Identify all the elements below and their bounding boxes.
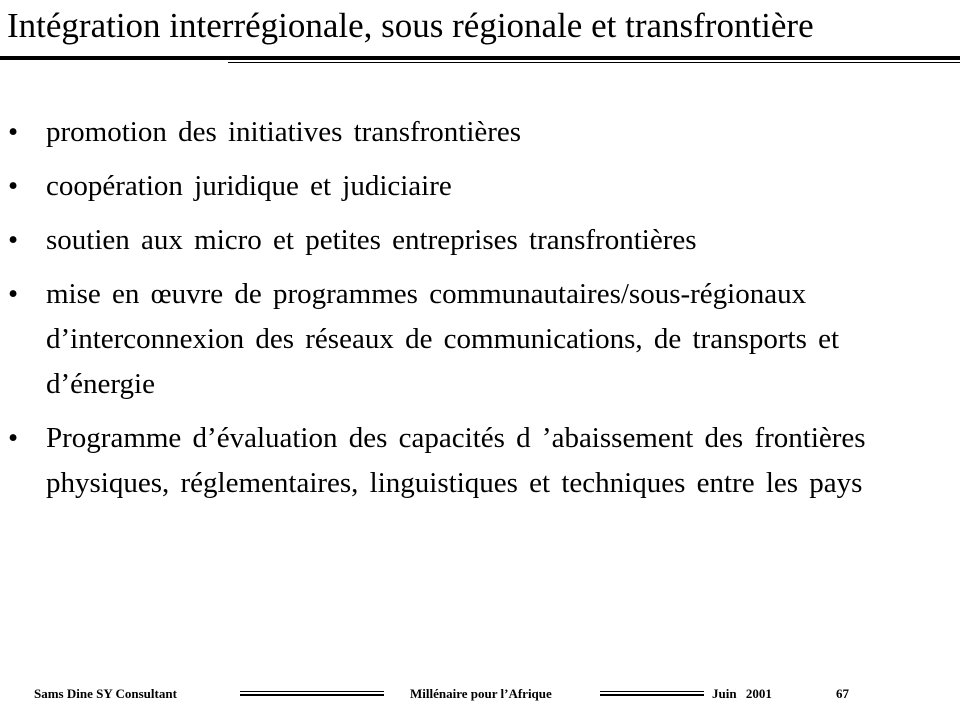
bullet-text: coopération juridique et judiciaire — [46, 170, 452, 202]
footer-page-number: 67 — [836, 686, 849, 701]
bullet-list — [8, 110, 928, 515]
bullet-text: soutien aux micro et petites entreprises transfrontières — [46, 224, 697, 256]
bullet-marker: • — [8, 278, 19, 310]
footer-center-text: Millénaire pour l’Afrique — [410, 686, 552, 701]
bullet-item — [8, 416, 928, 506]
bullet-marker: • — [8, 422, 19, 454]
footer-date: Juin 2001 — [712, 686, 772, 701]
slide-footer — [0, 686, 960, 706]
footer-author: Sams Dine SY Consultant — [34, 686, 177, 701]
bullet-text: promotion des initiatives transfrontières — [46, 116, 522, 148]
bullet-text: mise en œuvre de programmes communautaires/sous-régionaux d’interconnexion des réseaux de communications, de transports et d’énergie — [46, 278, 840, 400]
bullet-marker: • — [8, 224, 19, 256]
slide-title: Intégration interrégionale, sous régionale et transfrontière — [7, 6, 814, 45]
bullet-item — [8, 218, 928, 263]
bullet-item — [8, 272, 928, 407]
bullet-text: Programme d’évaluation des capacités d ’abaissement des frontières physiques, réglementaires, linguistiques et techniques entre les pays — [46, 422, 866, 499]
bullet-marker: • — [8, 116, 19, 148]
bullet-marker: • — [8, 170, 19, 202]
bullet-item — [8, 110, 928, 155]
footer-rule-left — [240, 691, 384, 696]
title-underline-thin — [228, 62, 960, 63]
bullet-item — [8, 164, 928, 209]
footer-rule-right — [600, 691, 704, 696]
title-underline-thick — [0, 56, 960, 60]
